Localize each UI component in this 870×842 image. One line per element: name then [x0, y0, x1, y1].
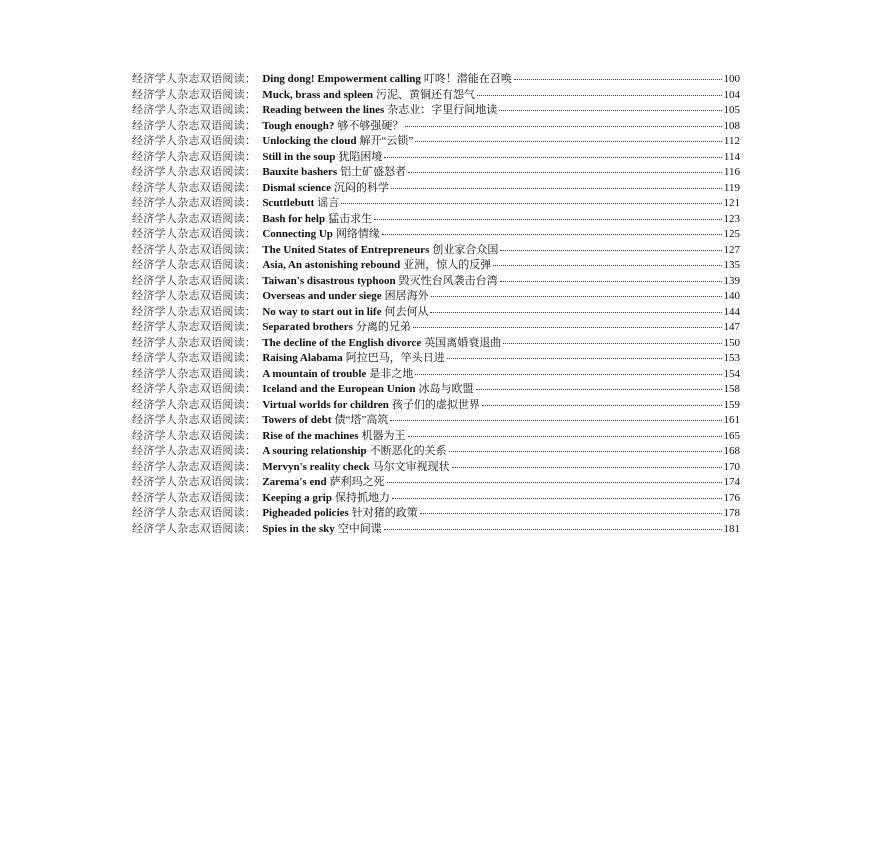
toc-entry-chinese-title: 叮咚！潜能在召唤 [423, 73, 512, 85]
toc-entry-page-number: 123 [723, 212, 740, 225]
toc-entry-chinese-title: 针对猪的政策 [351, 507, 418, 519]
toc-entry-page-number: 100 [723, 73, 740, 85]
toc-entry-chinese-title: 保持抓地力 [334, 491, 390, 504]
toc-entry-page-number: 181 [723, 522, 740, 535]
toc-entry[interactable] [132, 243, 740, 259]
toc-entry-chinese-title: 冰岛与欧盟 [418, 383, 474, 395]
dot-leader [503, 343, 721, 344]
toc-entry[interactable] [132, 491, 740, 507]
dot-leader [514, 79, 722, 80]
toc-entry[interactable] [132, 305, 740, 321]
dot-leader [476, 389, 722, 390]
toc-entry-page-number: 161 [723, 414, 740, 426]
toc-entry-chinese-title: 够不够强硬？ [337, 119, 404, 132]
toc-entry-english-title: Tough enough? [262, 119, 335, 132]
toc-entry-prefix: 经济学人杂志双语阅读： [132, 228, 257, 240]
toc-entry[interactable] [132, 336, 740, 352]
toc-entry[interactable] [132, 382, 740, 398]
toc-entry-english-title: Asia, An astonishing rebound [262, 259, 401, 271]
dot-leader [477, 95, 722, 96]
toc-entry-english-title: Towers of debt [262, 414, 332, 426]
toc-entry-page-number: 147 [723, 321, 740, 333]
toc-entry-prefix: 经济学人杂志双语阅读： [132, 197, 257, 209]
toc-entry-chinese-title: 机器为王 [361, 429, 406, 442]
toc-entry-prefix: 经济学人杂志双语阅读： [132, 243, 257, 256]
toc-entry-english-title: Bash for help [262, 212, 326, 225]
toc-entry-english-title: Separated brothers [262, 321, 353, 333]
table-of-contents [132, 72, 740, 537]
toc-entry-page-number: 174 [723, 476, 740, 488]
toc-entry-page-number: 112 [723, 135, 740, 147]
dot-leader [500, 250, 721, 251]
toc-entry-chinese-title: 杂志业：字里行间地读 [387, 104, 498, 116]
dot-leader [390, 420, 721, 421]
toc-entry-prefix: 经济学人杂志双语阅读： [132, 460, 257, 473]
toc-entry-chinese-title: 困居海外 [384, 290, 429, 302]
toc-entry-prefix: 经济学人杂志双语阅读： [132, 321, 257, 333]
dot-leader [452, 467, 722, 468]
toc-entry-english-title: Keeping a grip [262, 491, 332, 504]
toc-entry-prefix: 经济学人杂志双语阅读： [132, 522, 257, 535]
toc-entry[interactable] [132, 196, 740, 212]
toc-entry-english-title: Rise of the machines [262, 429, 359, 442]
toc-entry-prefix: 经济学人杂志双语阅读： [132, 414, 257, 426]
toc-entry-english-title: Ding dong! Empowerment calling [262, 73, 421, 85]
toc-entry-english-title: Still in the soup [262, 150, 336, 163]
toc-entry-chinese-title: 不断恶化的关系 [369, 445, 447, 457]
toc-entry[interactable] [132, 289, 740, 305]
toc-entry[interactable] [132, 522, 740, 538]
toc-entry[interactable] [132, 150, 740, 166]
dot-leader [447, 358, 722, 359]
toc-entry-prefix: 经济学人杂志双语阅读： [132, 150, 257, 163]
toc-entry[interactable] [132, 351, 740, 367]
toc-entry-english-title: Bauxite bashers [262, 166, 338, 178]
toc-entry-chinese-title: 解开“云锁” [359, 135, 414, 147]
toc-entry-english-title: No way to start out in life [262, 305, 382, 318]
toc-entry[interactable] [132, 398, 740, 414]
toc-entry[interactable] [132, 274, 740, 290]
dot-leader [500, 281, 722, 282]
toc-entry-page-number: 108 [723, 119, 740, 132]
toc-entry-prefix: 经济学人杂志双语阅读： [132, 491, 257, 504]
toc-entry-chinese-title: 马尔文审视现状 [372, 460, 450, 473]
toc-entry-english-title: Spies in the sky [262, 522, 335, 535]
toc-entry-english-title: A mountain of trouble [262, 367, 367, 380]
toc-entry-prefix: 经济学人杂志双语阅读： [132, 274, 257, 287]
toc-entry[interactable] [132, 72, 740, 88]
toc-entry-chinese-title: 亚洲，惊人的反弹 [403, 259, 492, 271]
dot-leader [392, 498, 722, 499]
toc-entry-english-title: Iceland and the European Union [262, 383, 416, 395]
dot-leader [415, 374, 721, 375]
toc-entry-page-number: 121 [723, 197, 740, 209]
toc-entry-page-number: 104 [723, 88, 740, 101]
dot-leader [341, 203, 721, 204]
toc-entry-page-number: 127 [723, 243, 740, 256]
toc-entry-chinese-title: 萨利玛之死 [329, 476, 385, 488]
toc-entry-page-number: 144 [723, 305, 740, 318]
toc-entry-chinese-title: 犹陷困境 [338, 150, 383, 163]
dot-leader [449, 451, 722, 452]
toc-entry-page-number: 168 [723, 445, 740, 457]
toc-entry-english-title: Raising Alabama [262, 352, 343, 364]
dot-leader [413, 327, 722, 328]
toc-entry-page-number: 105 [723, 104, 740, 116]
toc-entry-english-title: A souring relationship [262, 445, 367, 457]
toc-entry[interactable] [132, 429, 740, 445]
toc-entry-prefix: 经济学人杂志双语阅读： [132, 336, 257, 349]
dot-leader [482, 405, 722, 406]
toc-entry[interactable] [132, 413, 740, 429]
toc-entry[interactable] [132, 88, 740, 104]
toc-entry-prefix: 经济学人杂志双语阅读： [132, 398, 257, 411]
dot-leader [387, 482, 722, 483]
toc-entry-page-number: 170 [723, 460, 740, 473]
dot-leader [431, 296, 722, 297]
toc-entry-page-number: 125 [723, 228, 740, 240]
toc-entry-chinese-title: 谣言 [317, 197, 340, 209]
dot-leader [430, 312, 721, 313]
toc-entry-chinese-title: 空中间谍 [337, 522, 382, 535]
toc-entry[interactable] [132, 212, 740, 228]
toc-entry-prefix: 经济学人杂志双语阅读： [132, 383, 257, 395]
toc-entry[interactable] [132, 367, 740, 383]
dot-leader [384, 157, 722, 158]
toc-entry-chinese-title: 阿拉巴马，竿头日进 [345, 352, 445, 364]
dot-leader [499, 110, 721, 111]
toc-entry-chinese-title: 创业家合众国 [432, 243, 499, 256]
toc-entry[interactable] [132, 444, 740, 460]
toc-entry-english-title: Dismal science [262, 181, 332, 194]
dot-leader [493, 265, 721, 266]
toc-entry-prefix: 经济学人杂志双语阅读： [132, 73, 257, 85]
toc-entry-english-title: Virtual worlds for children [262, 398, 389, 411]
toc-entry-prefix: 经济学人杂志双语阅读： [132, 367, 257, 380]
dot-leader [408, 172, 722, 173]
dot-leader [408, 436, 722, 437]
toc-entry-english-title: The United States of Entrepreneurs [262, 243, 430, 256]
toc-entry-prefix: 经济学人杂志双语阅读： [132, 88, 257, 101]
toc-entry-chinese-title: 毁灭性台风袭击台湾 [398, 274, 498, 287]
dot-leader [420, 513, 722, 514]
toc-entry[interactable] [132, 460, 740, 476]
toc-entry-chinese-title: 债“塔”高筑 [334, 414, 389, 426]
toc-entry-english-title: Muck, brass and spleen [262, 88, 373, 101]
toc-entry-page-number: 154 [723, 367, 740, 380]
toc-entry-page-number: 153 [723, 352, 740, 364]
toc-entry-page-number: 158 [723, 383, 740, 395]
toc-entry-chinese-title: 网络情缘 [335, 228, 380, 240]
toc-entry-prefix: 经济学人杂志双语阅读： [132, 445, 257, 457]
toc-entry[interactable] [132, 320, 740, 336]
toc-entry[interactable] [132, 134, 740, 150]
toc-entry[interactable] [132, 227, 740, 243]
toc-entry-chinese-title: 分离的兄弟 [355, 321, 411, 333]
toc-entry-chinese-title: 英国离婚衰退曲 [424, 336, 502, 349]
toc-entry-english-title: Pigheaded policies [262, 507, 349, 519]
toc-entry[interactable] [132, 181, 740, 197]
toc-entry-prefix: 经济学人杂志双语阅读： [132, 476, 257, 488]
toc-entry-page-number: 140 [723, 290, 740, 302]
toc-entry-chinese-title: 猛击求生 [328, 212, 373, 225]
toc-entry-english-title: Taiwan's disastrous typhoon [262, 274, 396, 287]
toc-entry-english-title: Connecting Up [262, 228, 333, 240]
dot-leader [405, 126, 721, 127]
toc-entry-prefix: 经济学人杂志双语阅读： [132, 352, 257, 364]
toc-entry[interactable] [132, 258, 740, 274]
toc-entry-chinese-title: 铝土矿盛怒者 [340, 166, 407, 178]
toc-entry[interactable] [132, 119, 740, 135]
toc-entry-prefix: 经济学人杂志双语阅读： [132, 305, 257, 318]
toc-entry-prefix: 经济学人杂志双语阅读： [132, 290, 257, 302]
dot-leader [384, 529, 722, 530]
toc-entry-page-number: 165 [723, 429, 740, 442]
toc-entry-prefix: 经济学人杂志双语阅读： [132, 507, 257, 519]
toc-entry-page-number: 114 [723, 150, 740, 163]
toc-entry-page-number: 119 [723, 181, 740, 194]
dot-leader [415, 141, 722, 142]
toc-entry-page-number: 135 [723, 259, 740, 271]
toc-entry-prefix: 经济学人杂志双语阅读： [132, 181, 257, 194]
toc-entry-chinese-title: 孩子们的虚拟世界 [391, 398, 480, 411]
toc-entry-english-title: Scuttlebutt [262, 197, 315, 209]
dot-leader [382, 234, 722, 235]
toc-entry[interactable] [132, 165, 740, 181]
toc-entry[interactable] [132, 475, 740, 491]
toc-entry-page-number: 178 [723, 507, 740, 519]
toc-entry-prefix: 经济学人杂志双语阅读： [132, 259, 257, 271]
toc-entry-prefix: 经济学人杂志双语阅读： [132, 119, 257, 132]
toc-entry-english-title: Overseas and under siege [262, 290, 382, 302]
toc-entry-prefix: 经济学人杂志双语阅读： [132, 135, 257, 147]
toc-entry-prefix: 经济学人杂志双语阅读： [132, 429, 257, 442]
toc-entry-chinese-title: 是非之地 [369, 367, 414, 380]
dot-leader [374, 219, 721, 220]
toc-entry-chinese-title: 何去何从 [384, 305, 429, 318]
toc-entry-english-title: Zarema's end [262, 476, 327, 488]
toc-entry-chinese-title: 沉闷的科学 [334, 181, 390, 194]
toc-entry-page-number: 159 [723, 398, 740, 411]
toc-entry-page-number: 176 [723, 491, 740, 504]
toc-entry-page-number: 139 [723, 274, 740, 287]
toc-entry-english-title: Mervyn's reality check [262, 460, 370, 473]
toc-entry-prefix: 经济学人杂志双语阅读： [132, 212, 257, 225]
toc-entry-english-title: The decline of the English divorce [262, 336, 422, 349]
toc-entry[interactable] [132, 103, 740, 119]
toc-entry-english-title: Unlocking the cloud [262, 135, 357, 147]
toc-entry-prefix: 经济学人杂志双语阅读： [132, 166, 257, 178]
toc-entry-page-number: 116 [723, 166, 740, 178]
toc-entry[interactable] [132, 506, 740, 522]
dot-leader [391, 188, 722, 189]
toc-entry-chinese-title: 污泥、黄铜还有怨气 [375, 88, 475, 101]
toc-entry-english-title: Reading between the lines [262, 104, 385, 116]
toc-entry-prefix: 经济学人杂志双语阅读： [132, 104, 257, 116]
toc-entry-page-number: 150 [723, 336, 740, 349]
